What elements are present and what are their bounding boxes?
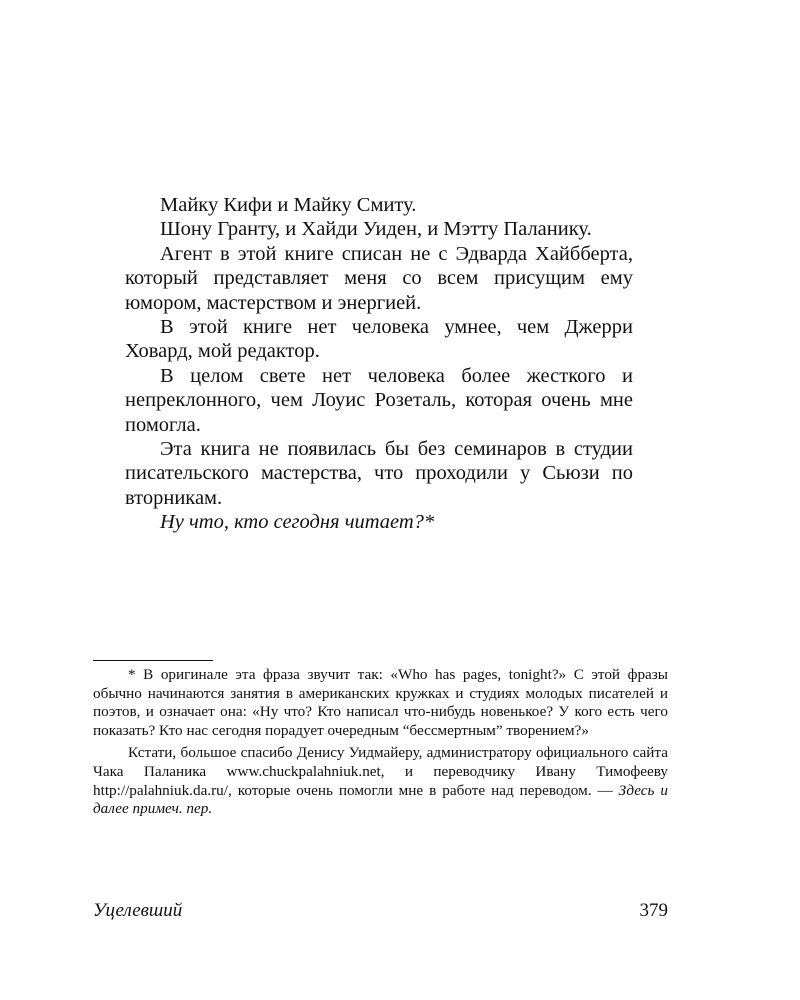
paragraph: В этой книге нет человека умнее, чем Джерри Ховард, мой редактор. (125, 316, 633, 363)
page-number: 379 (639, 900, 668, 921)
running-title: Уцелевший (93, 900, 183, 921)
footnote-divider (93, 660, 213, 661)
paragraph: Эта книга не появилась бы без семинаров в студии писательского мастерства, что проходили у Сьюзи по вторникам. (125, 438, 633, 509)
footnote: * В оригинале эта фраза звучит так: «Who has pages, tonight?» С этой фразы обычно начинаются занятия в американских кружках и студиях молодых писателей и поэтов, и означает она: «Ну что? Кто написал что-нибудь новенькое? У кого есть чего показать? Кто нас сегодня порадует очередным “бессмертным” творением?» (93, 666, 668, 739)
acknowledgements-text (125, 193, 633, 535)
footnote (93, 744, 668, 818)
footnotes (93, 666, 668, 819)
paragraph: Агент в этой книге списан не с Эдварда Хайбберта, который представляет меня со всем присущим ему юмором, мастерством и энергией. (125, 242, 633, 314)
footnote-italic-note: Здесь и далее примеч. пер. (93, 781, 668, 818)
paragraph: В целом свете нет человека более жесткого и непреклонного, чем Лоуис Розеталь, которая очень мне помогла. (125, 364, 633, 436)
closing-line: Ну что, кто сегодня читает?* (160, 511, 435, 534)
paragraph: Шону Гранту, и Хайди Уиден, и Мэтту Паланику. (160, 218, 592, 241)
footnote-text: Кстати, большое спасибо Денису Уидмайеру, администратору официального сайта Чака Паланика www.chuckpalahniuk.net, и переводчику Ивану Тимофееву http://palahniuk.da.ru/, которые очень помогли мне в работе над переводом. — (93, 744, 668, 799)
paragraph: Майку Кифи и Майку Смиту. (160, 194, 417, 216)
